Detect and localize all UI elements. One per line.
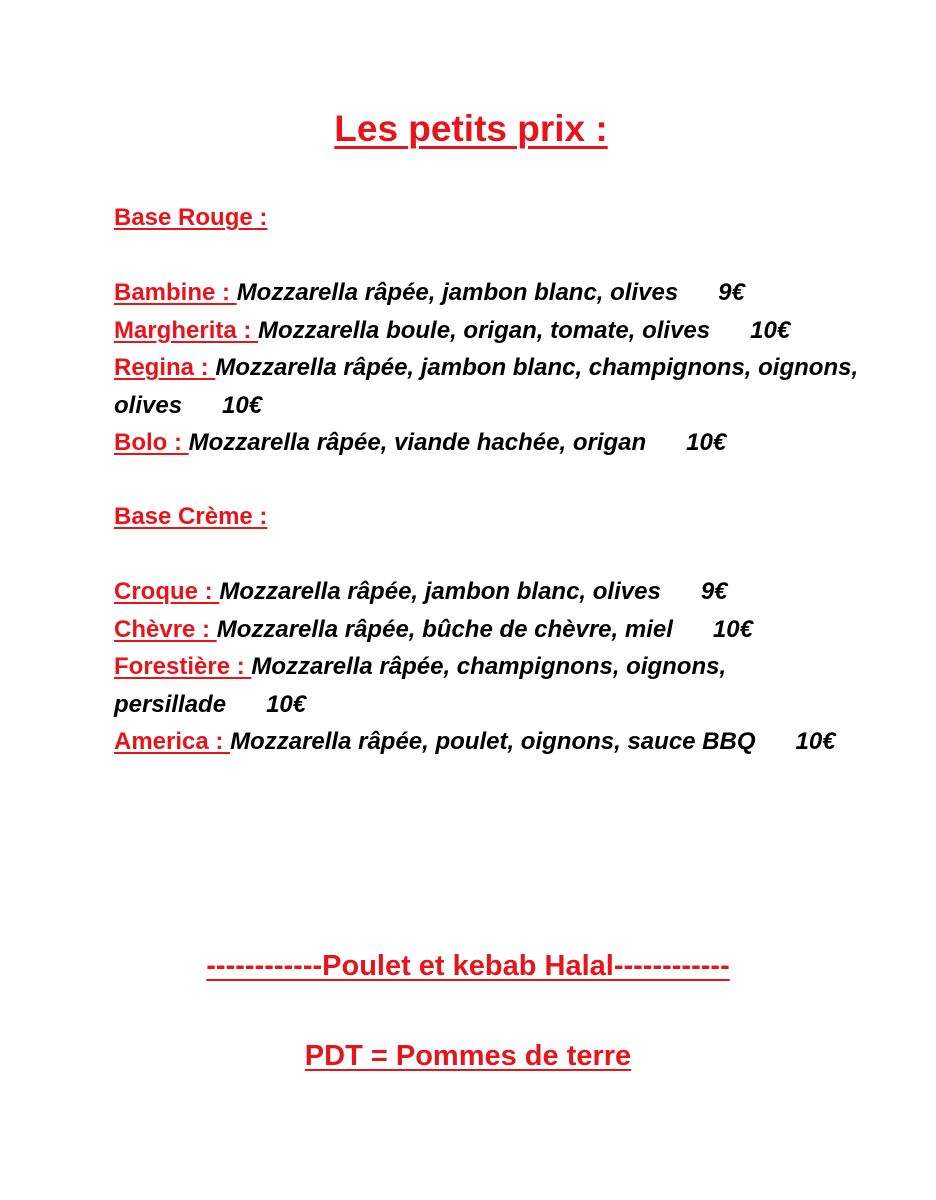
- menu-item: [114, 312, 914, 350]
- item-description: Mozzarella râpée, champignons, oignons, persillade: [114, 653, 727, 718]
- item-price: 10€: [686, 429, 727, 456]
- page-title: Les petits prix :: [334, 108, 608, 149]
- item-price: 9€: [718, 279, 745, 306]
- menu-list: [114, 274, 914, 462]
- item-name: Regina :: [114, 354, 216, 381]
- item-price: 10€: [795, 728, 836, 755]
- item-description: Mozzarella râpée, poulet, oignons, sauce BBQ: [230, 728, 756, 755]
- item-price: 10€: [750, 316, 791, 344]
- menu-item: [114, 648, 914, 723]
- item-price: 9€: [700, 578, 728, 605]
- section-base-creme: [114, 498, 914, 761]
- item-description: Mozzarella râpée, jambon blanc, olives: [219, 578, 661, 605]
- item-description: Mozzarella râpée, bûche de chèvre, miel: [216, 615, 673, 643]
- item-price: 10€: [712, 615, 753, 643]
- item-name: America :: [114, 728, 231, 755]
- item-price: 10€: [222, 391, 263, 419]
- item-name: Croque :: [114, 578, 220, 605]
- item-name: Margherita :: [114, 316, 259, 344]
- item-description: Mozzarella boule, origan, tomate, olives: [258, 316, 711, 344]
- menu-item: [114, 573, 914, 611]
- section-heading: Base Crème :: [114, 503, 268, 530]
- menu-item: [114, 611, 914, 649]
- section-base-rouge: [114, 199, 914, 462]
- item-name: Bambine :: [114, 279, 237, 306]
- menu-item: [114, 723, 914, 761]
- item-name: Bolo :: [114, 429, 189, 456]
- menu-list: [114, 573, 914, 761]
- item-price: 10€: [266, 690, 307, 718]
- item-name: Chèvre :: [114, 615, 217, 643]
- item-description: Mozzarella râpée, jambon blanc, champignons, oignons, olives: [114, 354, 859, 419]
- item-description: Mozzarella râpée, jambon blanc, olives: [236, 279, 679, 306]
- menu-item: [114, 424, 914, 462]
- menu-item: [114, 274, 914, 312]
- menu-item: [114, 349, 914, 424]
- item-description: Mozzarella râpée, viande hachée, origan: [188, 429, 647, 456]
- item-name: Forestière :: [114, 653, 252, 680]
- section-heading: Base Rouge :: [114, 204, 268, 231]
- pdt-note: PDT = Pommes de terre: [304, 1040, 632, 1072]
- halal-note: ------------Poulet et kebab Halal------------: [206, 950, 730, 982]
